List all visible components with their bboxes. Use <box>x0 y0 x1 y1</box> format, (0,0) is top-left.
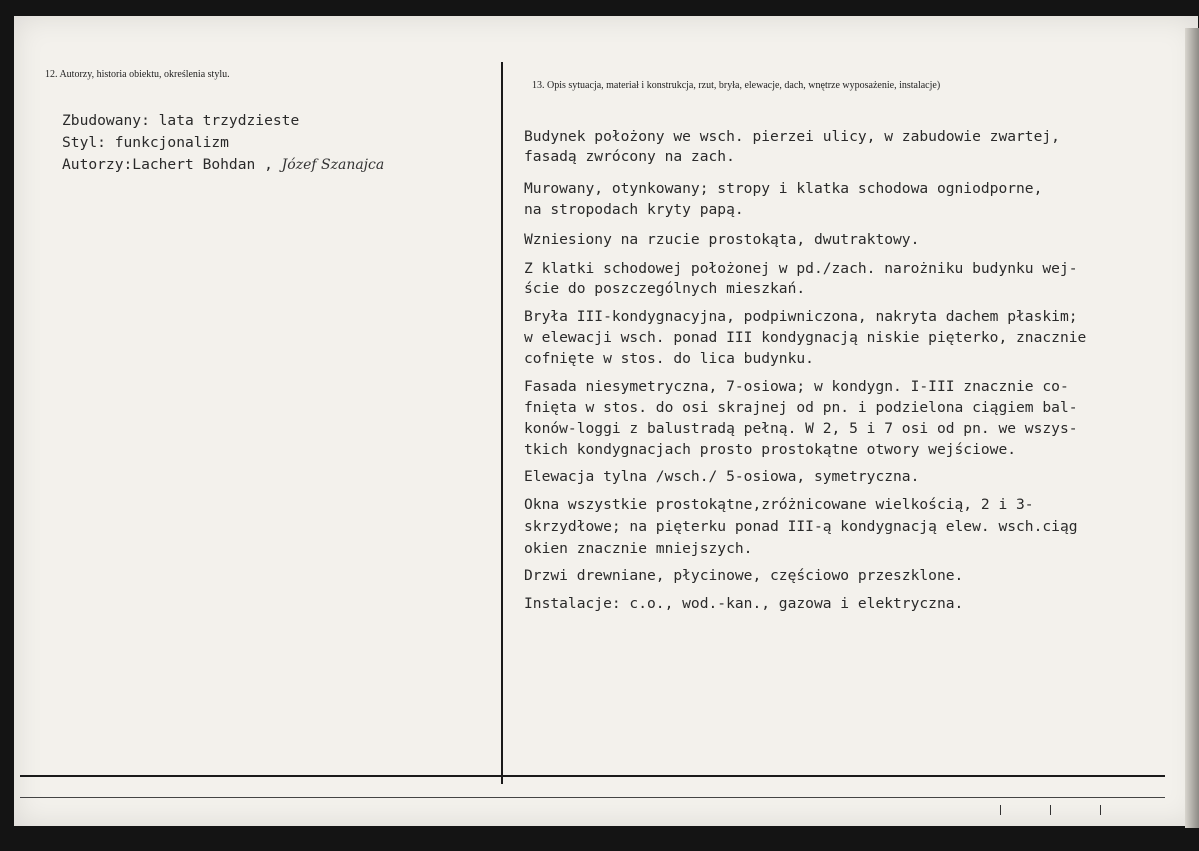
text-line: Elewacja tylna /wsch./ 5-osiowa, symetryczna. <box>524 468 920 485</box>
text-line: na stropodach kryty papą. <box>524 201 744 218</box>
text-line: Styl: funkcjonalizm <box>62 134 229 151</box>
column-divider <box>501 62 503 784</box>
text-line: Wzniesiony na rzucie prostokąta, dwutraktowy. <box>524 231 920 248</box>
text-line: Budynek położony we wsch. pierzei ulicy, w zabudowie zwartej, <box>524 128 1060 145</box>
form-tick <box>1000 805 1001 815</box>
text-line: Z klatki schodowej położonej w pd./zach. narożniku budynku wej- <box>524 260 1078 277</box>
text-line: Drzwi drewniane, płycinowe, częściowo przeszklone. <box>524 567 964 584</box>
text-line: w elewacji wsch. ponad III kondygnacją niskie pięterko, znacznie <box>524 329 1087 346</box>
text-line: okien znacznie mniejszych. <box>524 540 753 557</box>
text-line: Bryła III-kondygnacyjna, podpiwniczona, nakryta dachem płaskim; <box>524 308 1078 325</box>
text-line: Instalacje: c.o., wod.-kan., gazowa i elektryczna. <box>524 595 964 612</box>
text-line: fasadą zwrócony na zach. <box>524 148 735 165</box>
bottom-rule-secondary <box>20 797 1165 798</box>
form-tick <box>1100 805 1101 815</box>
text-line: ście do poszczególnych mieszkań. <box>524 280 806 297</box>
text-line: cofnięte w stos. do lica budynku. <box>524 350 814 367</box>
authors-handwritten: Józef Szanajca <box>281 157 385 173</box>
form-tick <box>1050 805 1051 815</box>
text-line: Murowany, otynkowany; stropy i klatka schodowa ogniodporne, <box>524 180 1043 197</box>
text-line: tkich kondygnacjach prosto prostokątne otwory wejściowe. <box>524 441 1017 458</box>
section-13-header: 13. Opis sytuacja, materiał i konstrukcja, rzut, bryła, elewacje, dach, wnętrze wyposażenie, instalacje) <box>532 80 941 91</box>
page-edge-shadow <box>1185 28 1199 828</box>
authors-line <box>62 158 384 173</box>
text-line: Fasada niesymetryczna, 7-osiowa; w kondygn. I-III znacznie co- <box>524 378 1069 395</box>
text-line: fnięta w stos. do osi skrajnej od pn. i podzielona ciągiem bal- <box>524 399 1078 416</box>
section-12-header: 12. Autorzy, historia obiektu, określenia stylu. <box>45 69 230 80</box>
bottom-rule <box>20 775 1165 777</box>
text-line: Okna wszystkie prostokątne,zróżnicowane wielkością, 2 i 3- <box>524 496 1034 513</box>
text-line: konów-loggi z balustradą pełną. W 2, 5 i 7 osi od pn. we wszys- <box>524 420 1078 437</box>
authors-typed: Autorzy:Lachert Bohdan , <box>62 156 273 173</box>
text-line: Zbudowany: lata trzydzieste <box>62 112 300 129</box>
text-line: skrzydłowe; na pięterku ponad III-ą kondygnacją elew. wsch.ciąg <box>524 518 1078 535</box>
